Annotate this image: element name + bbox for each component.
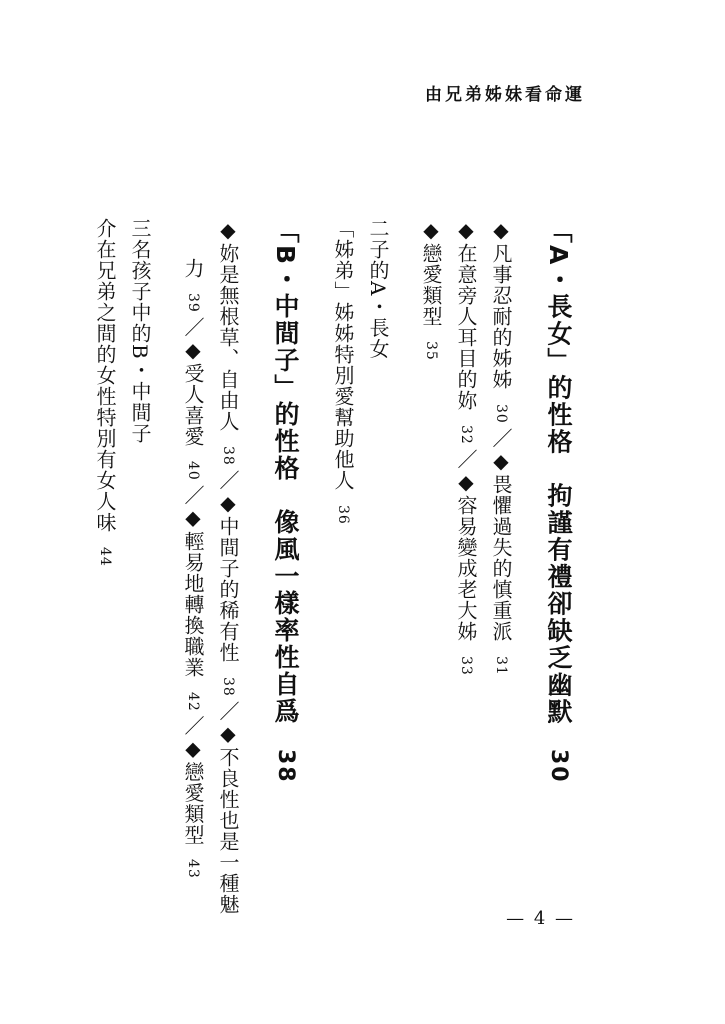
table-of-contents xyxy=(93,218,580,918)
toc-page-number: 39 xyxy=(185,293,201,313)
toc-page-number: 40 xyxy=(185,460,201,481)
toc-entry-text: ◆戀愛類型 xyxy=(181,736,205,846)
toc-subsection-title: 二子的A・長女 xyxy=(366,218,390,360)
toc-section-b xyxy=(263,218,307,918)
toc-entry-text: ◆受人喜愛 xyxy=(181,337,205,447)
toc-section-title: 「A・長女」的性格 拘謹有禮卻缺乏幽默 xyxy=(544,218,573,726)
toc-section-title: 「B・中間子」的性格 像風一樣率性自爲 xyxy=(271,218,300,726)
toc-page-number: 30 xyxy=(493,404,509,424)
toc-entry xyxy=(210,218,245,918)
toc-entry-text: ◆畏懼過失的慎重派 xyxy=(489,448,513,642)
toc-entry-text: ◆輕易地轉換職業 xyxy=(181,505,205,678)
separator: ／ xyxy=(181,484,205,506)
toc-entry-text: ◆容易變成老大姊 xyxy=(454,469,478,642)
toc-entry xyxy=(448,218,483,918)
toc-entry-text: ◆不良性也是一種魅 xyxy=(216,721,240,915)
toc-page-number: 43 xyxy=(185,859,201,880)
toc-entry-text: ◆中間子的稀有性 xyxy=(216,490,240,663)
toc-subsection-title: 介在兄弟之間的女性特別有女人味 xyxy=(93,218,117,533)
separator: ／ xyxy=(216,700,240,722)
toc-entry-text: 力 xyxy=(181,258,205,279)
toc-page-number: 44 xyxy=(97,547,113,567)
toc-page-number: 38 xyxy=(220,446,236,466)
toc-entry xyxy=(483,218,518,918)
toc-page-number: 35 xyxy=(423,341,439,361)
toc-page-number: 38 xyxy=(273,749,298,784)
toc-subsection-title: 「姊弟」姊姊特別愛幫助他人 xyxy=(331,218,355,491)
running-header: 由兄弟姊妹看命運 xyxy=(425,85,585,105)
toc-entry-text: ◆在意旁人耳目的妳 xyxy=(454,218,478,411)
separator: ／ xyxy=(489,427,513,449)
toc-entry-text: ◆凡事忍耐的姊姊 xyxy=(489,218,513,390)
toc-page-number: 33 xyxy=(458,655,474,676)
toc-entry xyxy=(413,218,448,918)
toc-subsection xyxy=(122,218,157,918)
toc-page-number: 38 xyxy=(220,676,236,697)
toc-subsection-title: 三名孩子中的B・中間子 xyxy=(128,218,152,444)
toc-page-number: 36 xyxy=(335,505,351,525)
toc-subsection xyxy=(360,218,395,918)
separator: ／ xyxy=(181,715,205,737)
toc-section-a xyxy=(536,218,580,918)
separator: ／ xyxy=(181,316,205,338)
toc-entry-text: ◆戀愛類型 xyxy=(419,218,443,327)
separator: ／ xyxy=(454,448,478,470)
page-number: — 4 — xyxy=(506,908,575,929)
toc-entry xyxy=(175,218,210,918)
toc-subsection xyxy=(87,218,122,918)
toc-page-number: 42 xyxy=(185,691,201,712)
toc-subsection xyxy=(325,218,360,918)
toc-page-number: 32 xyxy=(458,425,474,445)
toc-page-number: 31 xyxy=(493,655,509,676)
toc-entry-text: ◆妳是無根草、自由人 xyxy=(216,218,240,432)
separator: ／ xyxy=(216,469,240,491)
toc-page-number: 30 xyxy=(546,749,571,784)
